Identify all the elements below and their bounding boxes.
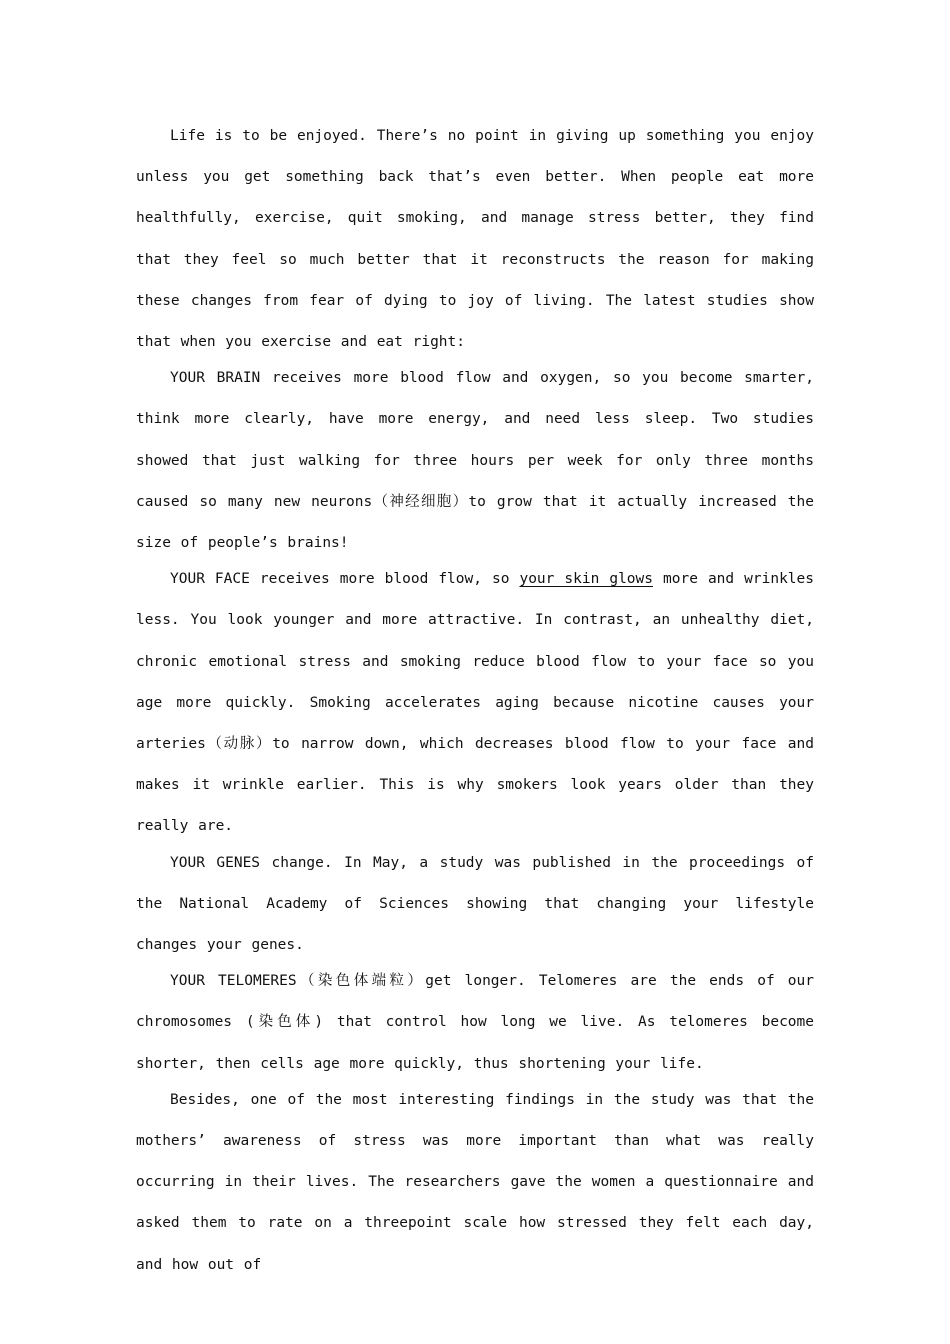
paragraph-brain: YOUR BRAIN receives more blood flow and oxygen, so you become smarter, think more clearly, have more energy, and need less sleep. Two studies showed that just walking for three hours per week for only three months caused so many new neurons（神经细胞）to grow that it actually increased the size of people’s brains! <box>136 370 814 552</box>
document-page <box>136 116 814 1281</box>
underlined-phrase: your skin glows <box>519 571 653 588</box>
paragraph-telomeres: YOUR TELOMERES（染色体端粒）get longer. Telomeres are the ends of our chromosomes (染色体) that control how long we live. As telomeres become shorter, then cells age more quickly, thus shortening your life. <box>136 973 814 1072</box>
paragraph-genes: YOUR GENES change. In May, a study was published in the proceedings of the National Academy of Sciences showing that changing your lifestyle changes your genes. <box>136 854 814 954</box>
paragraph-intro: Life is to be enjoyed. There’s no point in giving up something you enjoy unless you get something back that’s even better. When people eat more healthfully, exercise, quit smoking, and manage stress better, they find that they feel so much better that it reconstructs the reason for making these changes from fear of dying to joy of living. The latest studies show that when you exercise and eat right: <box>136 128 814 351</box>
paragraph-face-end: more and wrinkles less. You look younger and more attractive. In contrast, an unhealthy diet, chronic emotional stress and smoking reduce blood flow to your face so you age more quickly. Smoking accelerates aging because nicotine causes your arteries（动脉）to narrow down, which decreases blood flow to your face and makes it wrinkle earlier. This is why smokers look years older than they really are. <box>136 571 814 835</box>
paragraph-face-start: YOUR FACE receives more blood flow, so <box>170 571 520 588</box>
paragraph-face <box>136 559 814 847</box>
paragraph-besides: Besides, one of the most interesting findings in the study was that the mothers’ awareness of stress was more important than what was really occurring in their lives. The researchers gave the women a questionnaire and asked them to rate on a threepoint scale how stressed they felt each day, and how out of <box>136 1091 814 1273</box>
